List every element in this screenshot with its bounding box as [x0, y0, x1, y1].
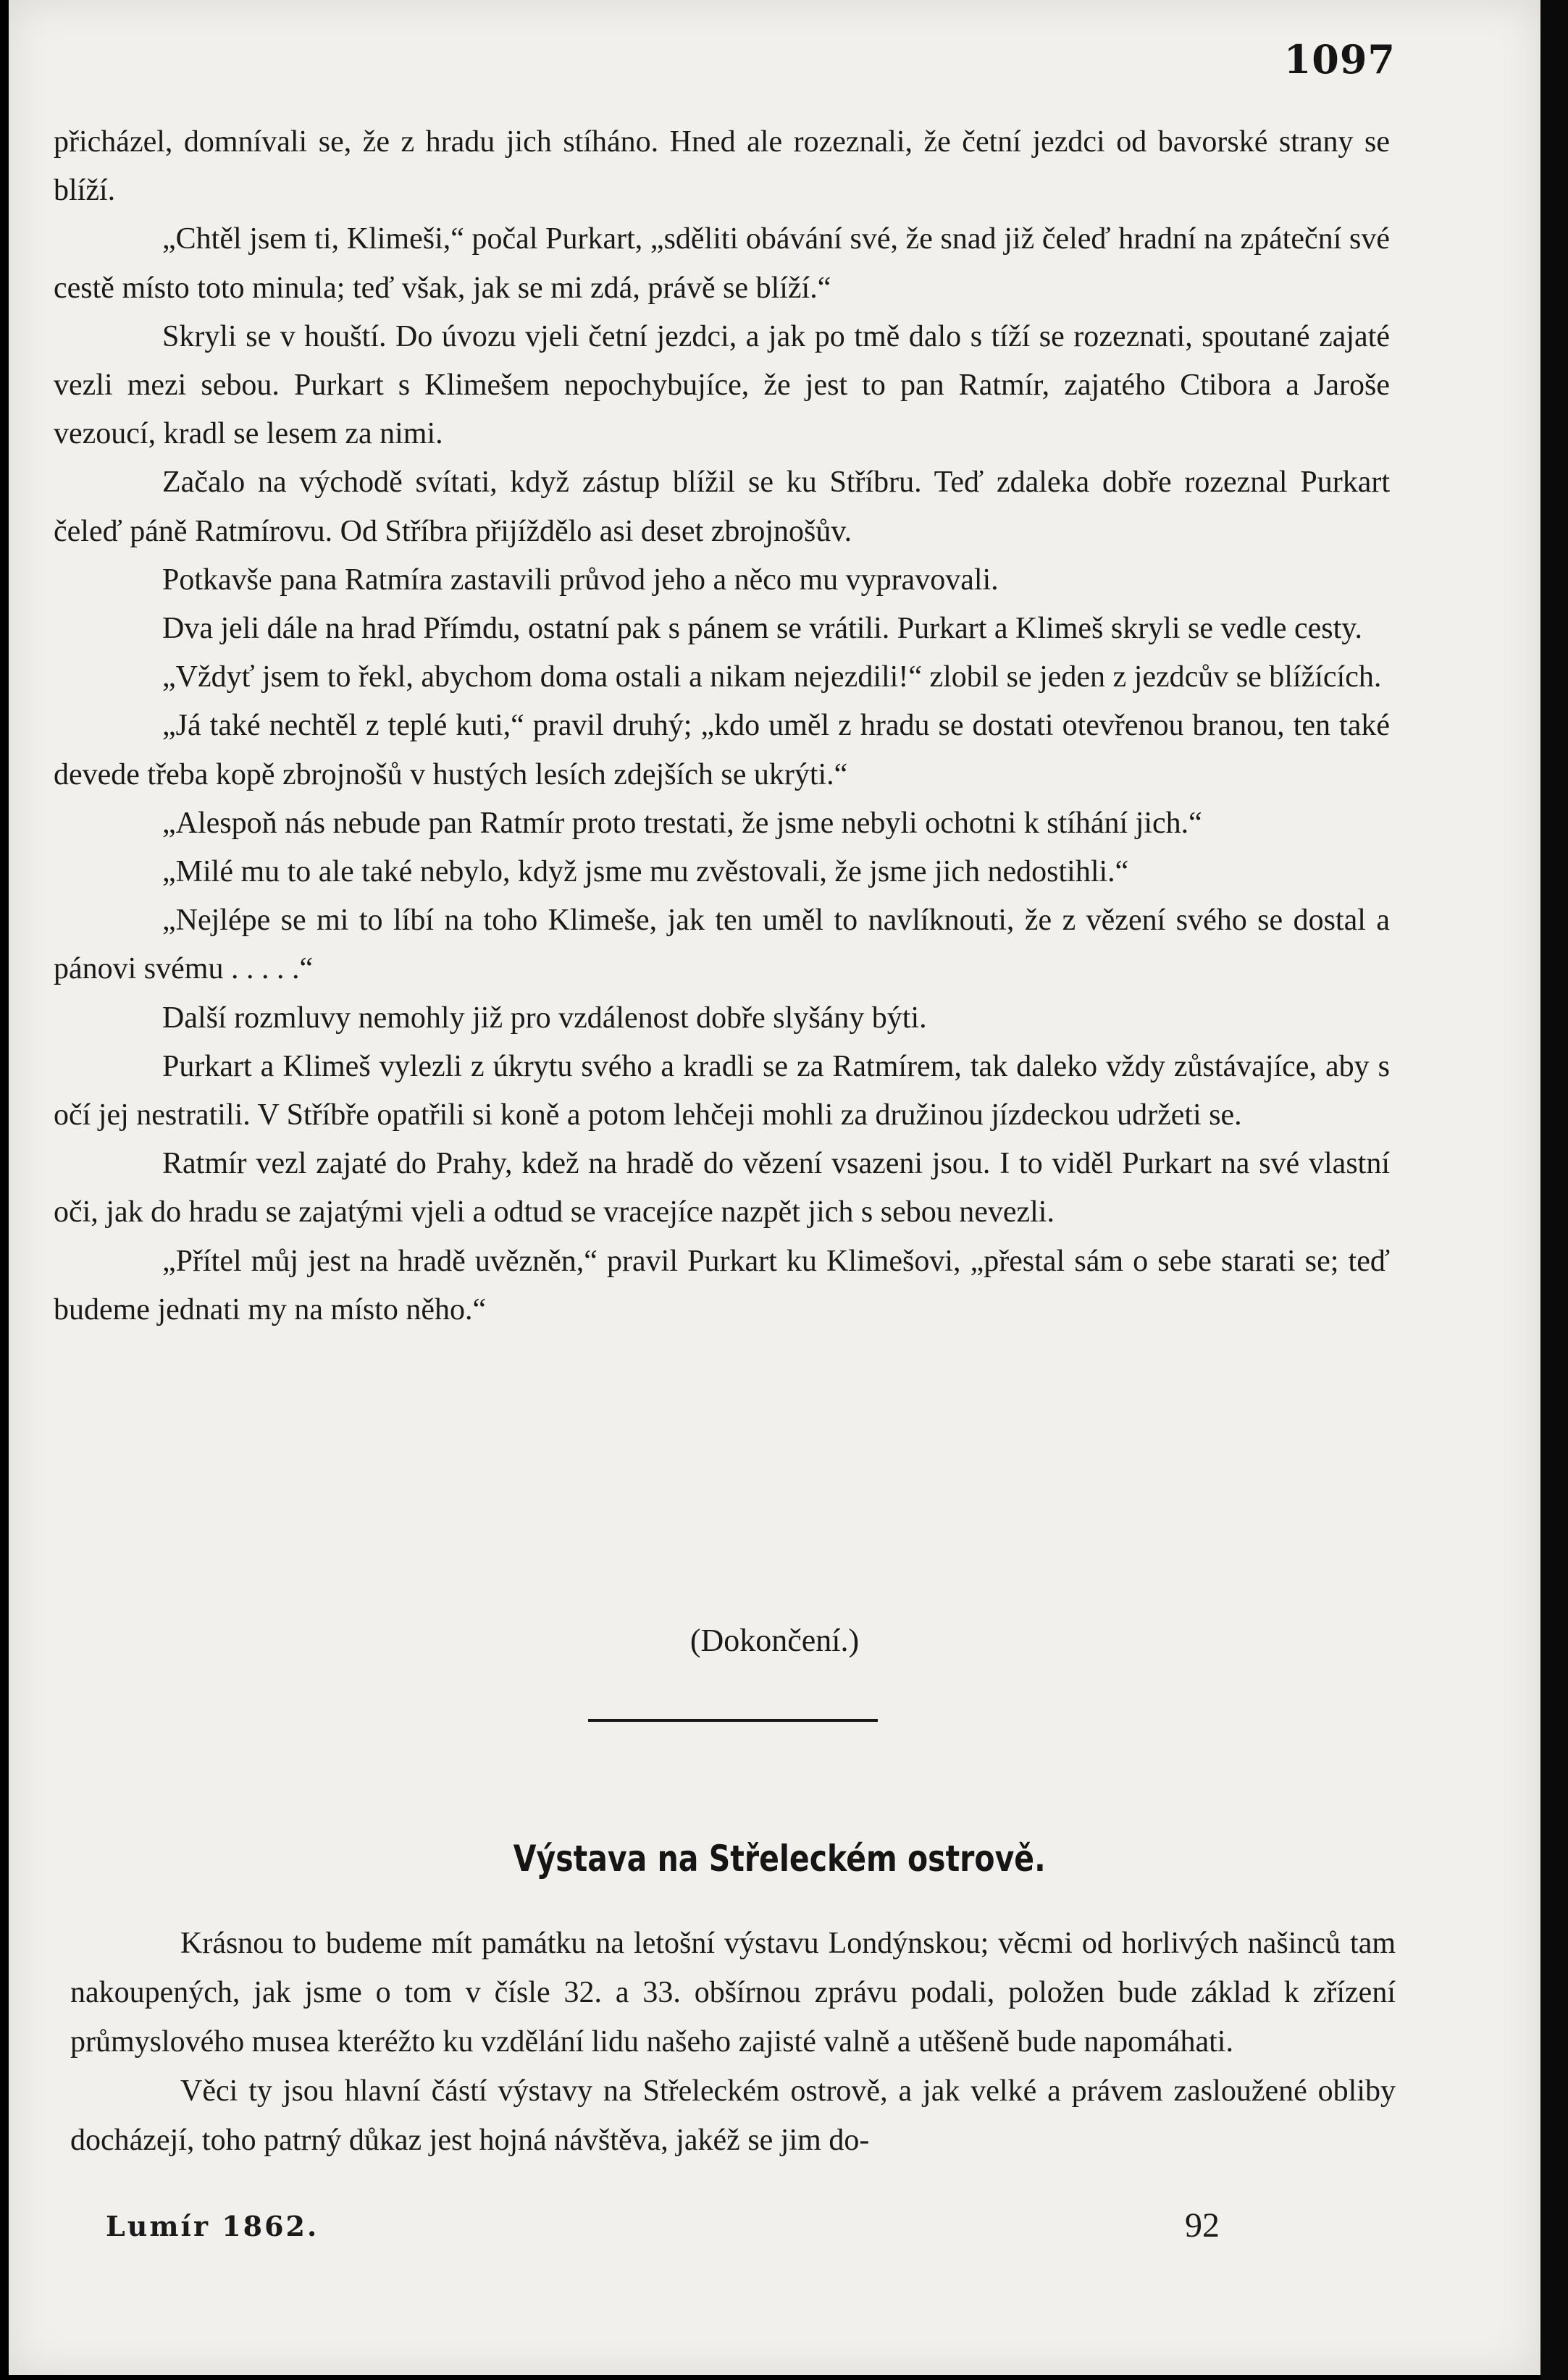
- story-paragraph: „Nejlépe se mi to líbí na toho Klimeše, jak ten uměl to navlíknouti, že z vězení svého se dostal a pánovi svému . . . . .“: [54, 904, 1390, 986]
- section-divider: [588, 1719, 878, 1722]
- story-paragraph: Ratmír vezl zajaté do Prahy, kdež na hradě do vězení vsazeni jsou. I to viděl Purkart na své vlastní oči, jak do hradu se zajatými vjeli a odtud se vracejíce nazpět jich s sebou nevezli.: [54, 1147, 1390, 1229]
- page-number: 1097: [1283, 36, 1396, 83]
- article-text: [70, 1919, 1396, 2165]
- story-paragraph: Začalo na východě svítati, když zástup blížil se ku Stříbru. Teď zdaleka dobře rozeznal Purkart čeleď páně Ratmírovu. Od Stříbra přijíždělo asi deset zbrojnošův.: [54, 466, 1390, 548]
- page-footer: [9, 2206, 1540, 2253]
- scan-border: [1540, 0, 1568, 2380]
- story-paragraph: „Chtěl jsem ti, Klimeši,“ počal Purkart, „sděliti obávání své, že snad již čeleď hradní na zpáteční své cestě místo toto minula; teď však, jak se mi zdá, právě se blíží.“: [54, 222, 1390, 305]
- story-paragraph: „Alespoň nás nebude pan Ratmír proto trestati, že jsme nebyli ochotni k stíhání jich.“: [162, 806, 1202, 840]
- story-paragraph: „Milé mu to ale také nebylo, když jsme mu zvěstovali, že jsme jich nedostihli.“: [162, 855, 1129, 889]
- story-paragraph: Dva jeli dále na hrad Přímdu, ostatní pak s pánem se vrátili. Purkart a Klimeš skryli se vedle cesty.: [162, 612, 1363, 646]
- article-title: Výstava na Střeleckém ostrově.: [513, 1838, 1046, 1880]
- story-paragraph: Purkart a Klimeš vylezli z úkrytu svého a kradli se za Ratmírem, tak daleko vždy zůstávajíce, aby s očí jej nestratili. V Stříbře opatřili si koně a potom lehčeji mohli za družinou jízdeckou udržeti se.: [54, 1049, 1390, 1132]
- story-paragraph: Potkavše pana Ratmíra zastavili průvod jeho a něco mu vypravovali.: [162, 563, 999, 597]
- story-paragraph: Další rozmluvy nemohly již pro vzdálenost dobře slyšány býti.: [162, 1001, 927, 1035]
- article-paragraph: Věci ty jsou hlavní částí výstavy na Střeleckém ostrově, a jak velké a právem zasloužené obliby docházejí, toho patrný důkaz jest hojná návštěva, jakéž se jim do-: [70, 2074, 1396, 2157]
- story-paragraph: přicházel, domnívali se, že z hradu jich stíháno. Hned ale rozeznali, že četní jezdci od bavorské strany se blíží.: [54, 125, 1390, 208]
- to-be-concluded-note: (Dokončení.): [689, 1623, 860, 1658]
- story-paragraph: Skryli se v houští. Do úvozu vjeli četní jezdci, a jak po tmě dalo s tíží se rozeznati, spoutané zajaté vezli mezi sebou. Purkart s Klimešem nepochybujíce, že jest to pan Ratmír, zajatého Ctibora a Jaroše vezoucí, kradl se lesem za nimi.: [54, 319, 1390, 451]
- story-text: [54, 118, 1390, 1334]
- article-paragraph: Krásnou to budeme mít památku na letošní výstavu Londýnskou; věcmi od horlivých našinců tam nakoupených, jak jsme o tom v čísle 32. a 33. obšírnou zprávu podali, položen bude základ k zřízení průmyslového musea kteréžto ku vzdělání lidu našeho zajisté valně a utěšeně bude napomáhati.: [70, 1927, 1396, 2059]
- publication-footer: Lumír 1862.: [106, 2210, 319, 2242]
- story-paragraph: „Já také nechtěl z teplé kuti,“ pravil druhý; „kdo uměl z hradu se dostati otevřenou branou, ten také devede třeba kopě zbrojnošů v hustých lesích zdejších se ukrýti.“: [54, 709, 1390, 791]
- sheet-signature: 92: [1185, 2206, 1220, 2245]
- story-paragraph: „Vždyť jsem to řekl, abychom doma ostali a nikam nejezdili!“ zlobil se jeden z jezdcův se blížících.: [162, 660, 1382, 694]
- document-page: [9, 0, 1540, 2375]
- story-paragraph: „Přítel můj jest na hradě uvězněn,“ pravil Purkart ku Klimešovi, „přestal sám o sebe starati se; teď budeme jednati my na místo něho.“: [54, 1244, 1390, 1326]
